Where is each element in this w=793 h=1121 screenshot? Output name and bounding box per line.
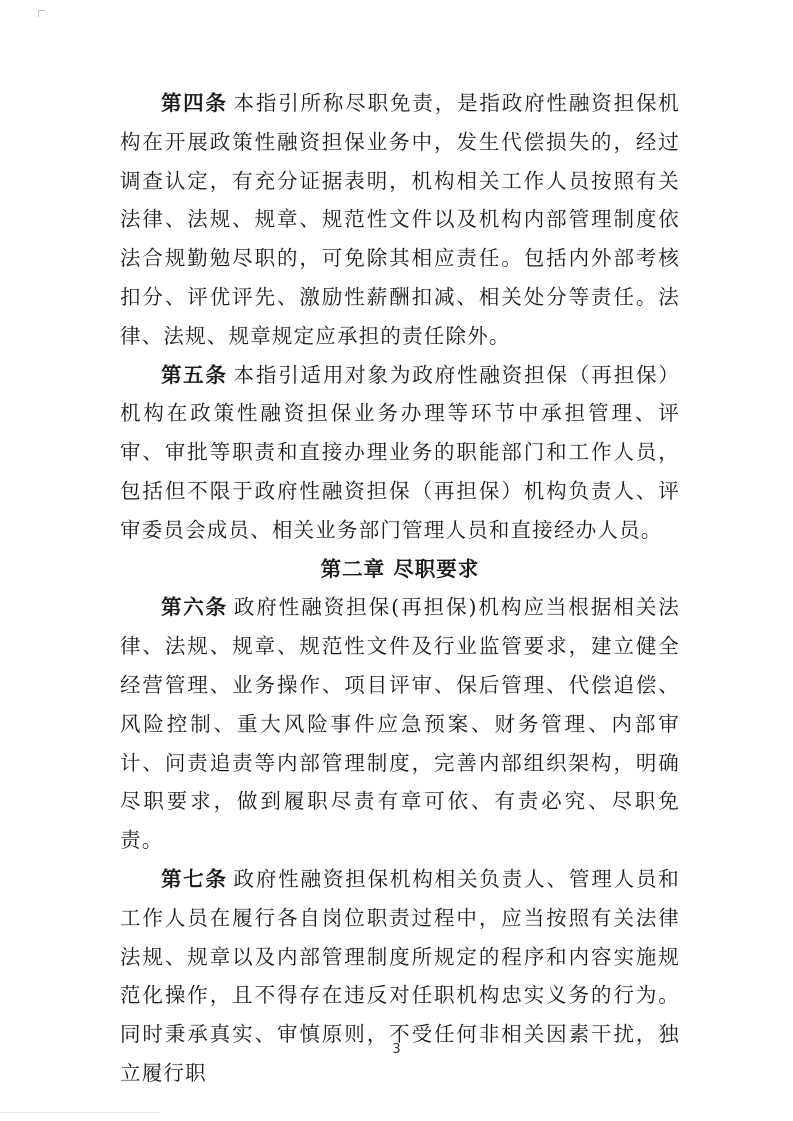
article-4-title: 第四条 bbox=[161, 91, 228, 115]
document-body bbox=[120, 84, 680, 1093]
scan-corner-mark bbox=[38, 10, 45, 17]
chapter-heading: 第二章 尽职要求 bbox=[320, 556, 480, 581]
article-5-text: 本指引适用对象为政府性融资担保（再担保）机构在政策性融资担保业务办理等环节中承担管理、评审、审批等职责和直接办理业务的职能部门和工作人员，包括但不限于政府性融资担保（再担保）机构负责人、评审委员会成员、相关业务部门管理人员和直接经办人员。 bbox=[120, 362, 681, 542]
article-6-title: 第六条 bbox=[161, 595, 228, 620]
article-5 bbox=[120, 356, 680, 550]
article-5-title: 第五条 bbox=[161, 362, 228, 387]
page-number: 3 bbox=[392, 1042, 401, 1057]
article-6-text: 政府性融资担保(再担保)机构应当根据相关法律、法规、规章、规范性文件及行业监管要求，建立健全经营管理、业务操作、项目评审、保后管理、代偿追偿、风险控制、重大风险事件应急预案、财务管理、内部审计、问责追责等内部管理制度，完善内部组织架构，明确尽职要求，做到履职尽责有章可依、有责必究、尽职免责。 bbox=[120, 595, 680, 853]
article-7-title: 第七条 bbox=[161, 866, 228, 891]
article-7 bbox=[120, 860, 680, 1093]
article-7-text: 政府性融资担保机构相关负责人、管理人员和工作人员在履行各自岗位职责过程中，应当按照有关法律法规、规章以及内部管理制度所规定的程序和内容实施规范化操作，且不得存在违反对任职机构忠实义务的行为。同时秉承真实、审慎原则，不受任何非相关因素干扰，独立履行职 bbox=[120, 866, 681, 1085]
scan-edge-line bbox=[0, 1112, 160, 1113]
article-4 bbox=[120, 84, 680, 356]
article-4-text: 本指引所称尽职免责，是指政府性融资担保机构在开展政策性融资担保业务中，发生代偿损失的，经过调查认定，有充分证据表明，机构相关工作人员按照有关法律、法规、规章、规范性文件以及机构内部管理制度依法合规勤勉尽职的，可免除其相应责任。包括内外部考核扣分、评优评先、激励性薪酬扣减、相关处分等责任。法律、法规、规章规定应承担的责任除外。 bbox=[120, 91, 681, 348]
article-6 bbox=[120, 588, 680, 860]
